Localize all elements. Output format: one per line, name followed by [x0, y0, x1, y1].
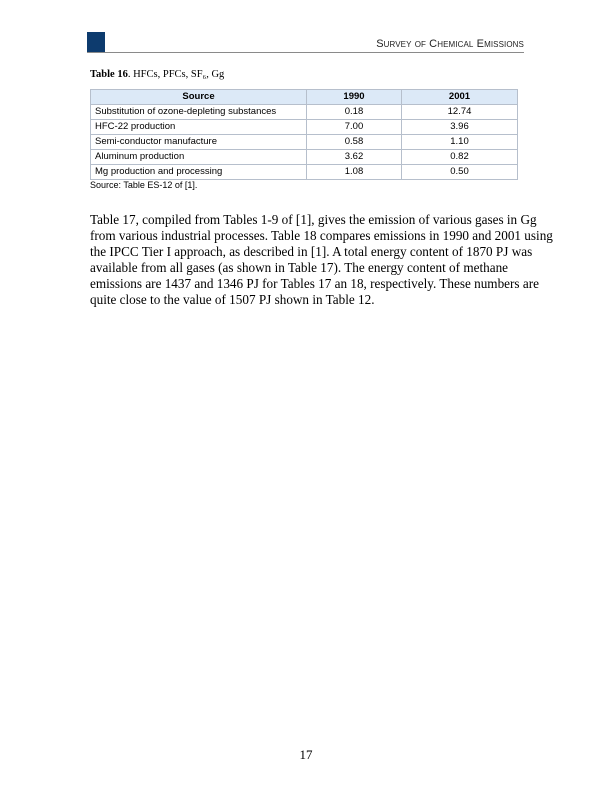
body-paragraph [90, 212, 553, 308]
header-rule [87, 52, 524, 53]
running-header: Survey of Chemical Emissions [376, 38, 524, 50]
value-2001-cell: 3.96 [402, 120, 518, 135]
source-cell: HFC-22 production [91, 120, 307, 135]
value-2001-cell: 0.82 [402, 150, 518, 165]
table-row [91, 105, 518, 120]
paragraph-line: Table 17, compiled from Tables 1-9 of [1], gives the emission of various gases in Gg [90, 212, 537, 227]
source-cell: Mg production and processing [91, 165, 307, 180]
value-1990-cell: 3.62 [307, 150, 402, 165]
source-cell: Semi-conductor manufacture [91, 135, 307, 150]
page-number: 17 [299, 747, 313, 762]
value-1990-cell: 1.08 [307, 165, 402, 180]
table-row [91, 150, 518, 165]
value-1990-cell: 0.58 [307, 135, 402, 150]
value-1990-cell: 7.00 [307, 120, 402, 135]
table-row [91, 135, 518, 150]
emissions-table [90, 89, 518, 180]
value-2001-cell: 0.50 [402, 165, 518, 180]
column-header-2001: 2001 [402, 90, 518, 105]
value-2001-cell: 1.10 [402, 135, 518, 150]
header-logo-square [87, 32, 105, 52]
paragraph-line: the IPCC Tier I approach, as described in [1]. A total energy content of 1870 PJ was [90, 244, 533, 259]
table-row [91, 165, 518, 180]
source-cell: Substitution of ozone-depleting substances [91, 105, 307, 120]
table-row [91, 120, 518, 135]
table-header-row [91, 90, 518, 105]
paragraph-line: emissions are 1437 and 1346 PJ for Tables 17 an 18, respectively. These numbers are [90, 276, 539, 291]
column-header-1990: 1990 [307, 90, 402, 105]
value-2001-cell: 12.74 [402, 105, 518, 120]
paragraph-line: quite close to the value of 1507 PJ shown in Table 12. [90, 292, 375, 307]
table-caption [90, 69, 224, 80]
paragraph-line: from various industrial processes. Table 18 compares emissions in 1990 and 2001 using [90, 228, 553, 243]
value-1990-cell: 0.18 [307, 105, 402, 120]
column-header-source: Source [91, 90, 307, 105]
table-caption-label: Table 16 [90, 69, 128, 80]
source-cell: Aluminum production [91, 150, 307, 165]
table-source-note: Source: Table ES-12 of [1]. [90, 180, 198, 190]
paragraph-line: available from all gases (as shown in Table 17). The energy content of methane [90, 260, 509, 275]
table-caption-text: . HFCs, PFCs, SF₆, Gg [127, 69, 225, 80]
